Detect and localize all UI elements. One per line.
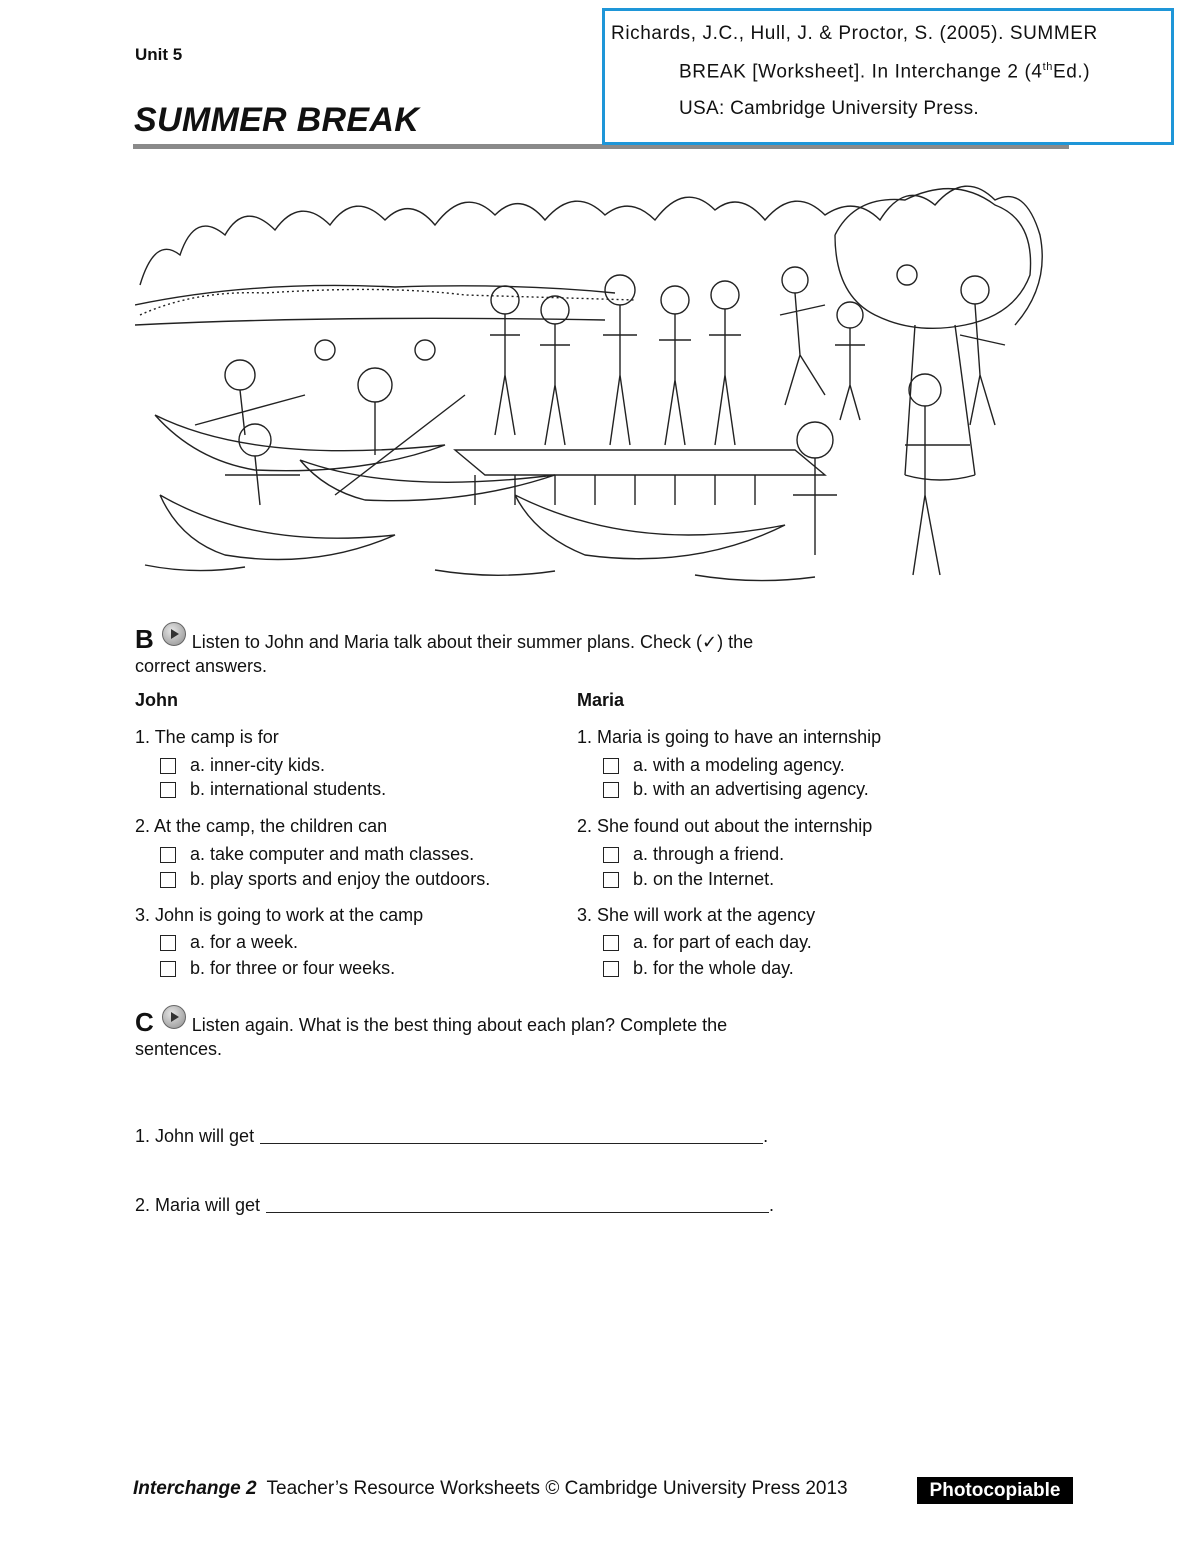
john-question-3: 3. John is going to work at the camp — [135, 905, 424, 925]
maria-question-1: 1. Maria is going to have an internship — [577, 727, 882, 747]
john-q3-option-a[interactable] — [160, 932, 298, 953]
completion-suffix: . — [763, 1126, 769, 1146]
completion-item-1 — [135, 1125, 768, 1147]
checkbox[interactable] — [160, 935, 176, 951]
unit-label: Unit 5 — [135, 45, 183, 64]
citation-line-2-main: BREAK [Worksheet]. In Interchange 2 (4 — [679, 61, 1043, 83]
option-label: a. take computer and math classes. — [190, 844, 475, 864]
citation-line-2-end: Ed.) — [1052, 61, 1091, 83]
maria-q2-option-a[interactable] — [603, 844, 784, 865]
section-c — [135, 1005, 835, 1061]
option-label: a. through a friend. — [633, 844, 785, 864]
section-b-instruction-line-1: Listen to John and Maria talk about their summer plans. Check (✓) the — [191, 632, 754, 652]
answer-blank-1[interactable] — [260, 1125, 763, 1144]
checkbox[interactable] — [160, 872, 176, 888]
checkbox[interactable] — [603, 872, 619, 888]
maria-q1-option-a[interactable] — [603, 755, 845, 776]
completion-prefix: 1. John will get — [135, 1126, 255, 1146]
footer-brand: Interchange 2 — [133, 1478, 257, 1499]
citation-superscript: th — [1042, 61, 1053, 73]
completion-prefix: 2. Maria will get — [135, 1195, 261, 1215]
citation-line-2 — [679, 61, 1090, 83]
option-label: b. for the whole day. — [633, 958, 794, 978]
audio-play-icon[interactable] — [162, 622, 186, 646]
completion-suffix: . — [769, 1195, 775, 1215]
answer-blank-2[interactable] — [266, 1194, 769, 1213]
summer-camp-illustration — [135, 175, 1055, 600]
section-c-instruction — [135, 1005, 835, 1061]
section-b-instruction — [135, 622, 835, 678]
option-label: a. with a modeling agency. — [633, 755, 845, 775]
section-c-instruction-line-1: Listen again. What is the best thing about each plan? Complete the — [191, 1015, 728, 1035]
audio-play-icon[interactable] — [162, 1005, 186, 1029]
john-question-2: 2. At the camp, the children can — [135, 816, 388, 836]
john-question-1: 1. The camp is for — [135, 727, 279, 747]
maria-heading: Maria — [577, 690, 625, 710]
citation-box — [602, 8, 1174, 145]
maria-q2-option-b[interactable] — [603, 869, 774, 890]
footer — [133, 1478, 848, 1500]
worksheet-title: SUMMER BREAK — [134, 101, 420, 139]
section-b-instruction-line-2: correct answers. — [135, 656, 268, 676]
checkbox[interactable] — [160, 782, 176, 798]
option-label: a. inner-city kids. — [190, 755, 326, 775]
option-label: a. for a week. — [190, 932, 299, 952]
completion-item-2 — [135, 1194, 774, 1216]
option-label: b. international students. — [190, 779, 387, 799]
option-label: b. on the Internet. — [633, 869, 775, 889]
maria-q3-option-b[interactable] — [603, 958, 794, 979]
maria-question-2: 2. She found out about the internship — [577, 816, 873, 836]
john-q1-option-a[interactable] — [160, 755, 325, 776]
maria-question-3: 3. She will work at the agency — [577, 905, 816, 925]
citation-line-1: Richards, J.C., Hull, J. & Proctor, S. (2005). SUMMER — [611, 23, 1098, 44]
section-c-instruction-line-2: sentences. — [135, 1039, 223, 1059]
photocopiable-badge: Photocopiable — [917, 1477, 1073, 1504]
checkbox[interactable] — [603, 961, 619, 977]
checkbox[interactable] — [160, 847, 176, 863]
checkbox[interactable] — [603, 758, 619, 774]
maria-q3-option-a[interactable] — [603, 932, 812, 953]
option-label: a. for part of each day. — [633, 932, 812, 952]
section-b-letter: B — [135, 624, 154, 654]
checkbox[interactable] — [603, 782, 619, 798]
citation-line-3: USA: Cambridge University Press. — [679, 98, 979, 119]
checkbox[interactable] — [603, 847, 619, 863]
checkbox[interactable] — [160, 961, 176, 977]
john-q2-option-a[interactable] — [160, 844, 474, 865]
checkbox[interactable] — [160, 758, 176, 774]
john-q1-option-b[interactable] — [160, 779, 386, 800]
option-label: b. play sports and enjoy the outdoors. — [190, 869, 491, 889]
footer-copyright: Teacher’s Resource Worksheets © Cambridge University Press 2013 — [266, 1478, 848, 1499]
checkbox[interactable] — [603, 935, 619, 951]
john-q3-option-b[interactable] — [160, 958, 395, 979]
john-q2-option-b[interactable] — [160, 869, 490, 890]
section-c-letter: C — [135, 1007, 154, 1037]
option-label: b. with an advertising agency. — [633, 779, 869, 799]
option-label: b. for three or four weeks. — [190, 958, 396, 978]
maria-q1-option-b[interactable] — [603, 779, 869, 800]
john-heading: John — [135, 690, 178, 710]
section-b — [135, 622, 835, 678]
